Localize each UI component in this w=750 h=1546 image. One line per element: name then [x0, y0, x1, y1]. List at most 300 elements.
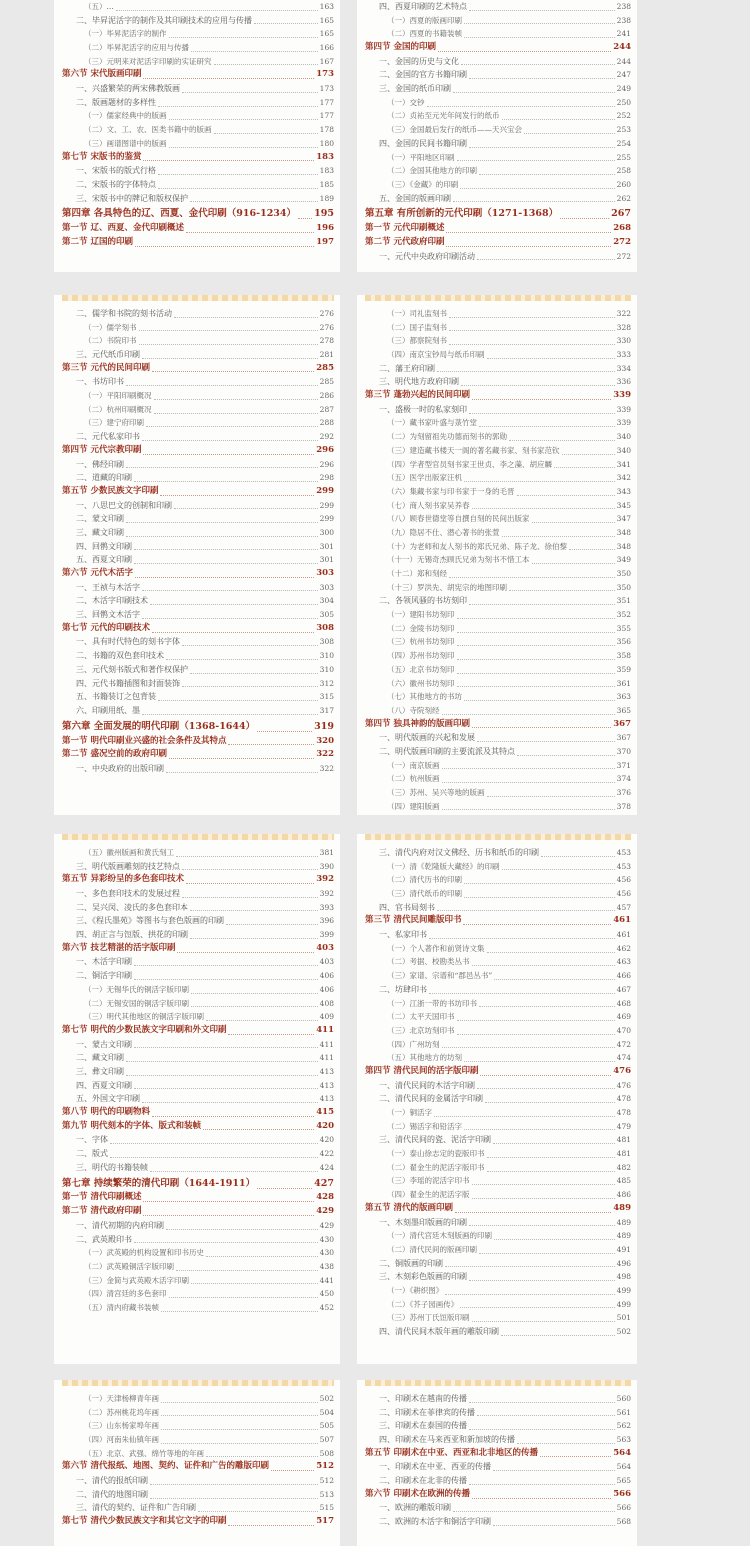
toc-entry-row [62, 1038, 334, 1052]
dot-leader [453, 92, 615, 93]
toc-entry-row [62, 581, 334, 595]
toc-entry-row [62, 1233, 334, 1247]
toc-entry-row [62, 1392, 334, 1406]
toc-page-number: 430 [319, 1234, 334, 1244]
toc-title: 三、宋版书中的牌记和版权保护 [76, 193, 188, 203]
dot-leader [461, 385, 615, 386]
toc-entry-row [365, 1474, 631, 1488]
dot-leader [182, 686, 318, 687]
toc-page-number: 196 [316, 223, 334, 234]
toc-page-number: 299 [316, 485, 334, 496]
toc-title: （二）金陵书坊刻印 [387, 623, 455, 633]
toc-page-number: 456 [616, 875, 631, 885]
dot-leader [429, 938, 615, 939]
toc-title: 三、清代内府对汉文佛经、历书和纸币的印刷 [379, 847, 539, 857]
toc-title: 第二节 盛况空前的政府印刷 [62, 749, 167, 760]
dot-leader [191, 1283, 318, 1284]
toc-page-number: 390 [319, 861, 334, 871]
dot-leader [469, 1484, 615, 1485]
toc-title: （二）太平天国印书 [387, 1012, 455, 1022]
toc-page-number: 489 [613, 1202, 631, 1213]
toc-page-number: 178 [319, 125, 334, 135]
toc-title: （一）平阳印刷概况 [84, 391, 152, 401]
toc-title: 三、明代地方政府印刷 [379, 377, 459, 387]
toc-page-number: 450 [319, 1289, 334, 1299]
toc-title: （三）都察院刻书 [387, 336, 447, 346]
toc-title: 三、元代纸币印刷 [76, 350, 140, 360]
toc-chapter-row [62, 1175, 334, 1192]
toc-section-row [62, 1192, 334, 1206]
toc-page-number: 177 [319, 97, 334, 107]
dot-leader [190, 938, 318, 939]
toc-page-number: 244 [616, 56, 631, 66]
toc-entry-row [365, 663, 631, 677]
toc-entry-row [62, 55, 334, 69]
toc-page-number: 340 [616, 432, 631, 442]
toc-entry-row [62, 928, 334, 942]
toc-entry-row [62, 636, 334, 650]
dot-leader [446, 232, 611, 233]
dot-leader [438, 51, 611, 52]
dot-leader [560, 218, 609, 219]
toc-entry-row [62, 1406, 334, 1420]
dot-leader [442, 782, 615, 783]
dot-leader [479, 1006, 615, 1007]
toc-page-number: 308 [319, 637, 334, 647]
dot-leader [460, 1307, 614, 1308]
toc-page-number: 165 [319, 29, 334, 39]
toc-title: （三）杭州书坊刻印 [387, 637, 455, 647]
toc-page-number: 183 [316, 151, 334, 162]
toc-section-row [62, 1024, 334, 1038]
toc-page-number: 562 [616, 1421, 631, 1431]
toc-page-number: 474 [616, 1053, 631, 1063]
toc-page-number: 512 [319, 1476, 334, 1486]
toc-page-number: 286 [319, 391, 334, 401]
toc-page-number: 254 [616, 138, 631, 148]
dot-leader [143, 1201, 314, 1202]
toc-entry-row [62, 417, 334, 431]
dot-leader [176, 856, 318, 857]
toc-entry-row [365, 772, 631, 786]
toc-section-row [62, 1205, 334, 1219]
toc-page-number: 564 [613, 1447, 631, 1458]
toc-title: （二）杭州版画 [387, 774, 440, 784]
toc-title: 二、元代私家印书 [76, 432, 140, 442]
toc-title: （十二）郑和刻经 [387, 569, 447, 579]
toc-page-number: 378 [616, 801, 631, 811]
toc-page-number: 276 [319, 308, 334, 318]
toc-title: （一）儒家经典中的版画 [84, 111, 167, 121]
toc-page-number: 244 [613, 42, 631, 53]
toc-title: （四）河南朱仙镇年画 [84, 1435, 159, 1445]
dot-leader [186, 883, 314, 884]
dot-leader [158, 188, 318, 189]
toc-page-number: 287 [319, 404, 334, 414]
toc-page-number: 496 [616, 1258, 631, 1268]
toc-page-number: 491 [616, 1244, 631, 1254]
toc-page-number: 253 [616, 125, 631, 135]
toc-page-number: 272 [613, 236, 631, 247]
toc-page-number: 374 [616, 774, 631, 784]
dot-leader [469, 10, 615, 11]
dot-leader [540, 1456, 611, 1457]
toc-title: 二、藩王府印刷 [379, 363, 435, 373]
toc-entry-row [62, 1474, 334, 1488]
toc-page-number: 173 [319, 84, 334, 94]
toc-section-row [365, 1488, 631, 1502]
toc-title: （二）杭州印刷概况 [84, 404, 152, 414]
dot-leader [487, 1157, 615, 1158]
dot-leader [449, 317, 615, 318]
toc-entry-row [62, 321, 334, 335]
toc-title: （二）武英殿铜活字版印刷 [84, 1261, 174, 1271]
toc-title: 四、元代书籍插图和封面装饰 [76, 678, 180, 688]
toc-page-number: 415 [316, 1107, 334, 1118]
dot-leader [472, 965, 615, 966]
toc-page-number: 250 [616, 97, 631, 107]
dot-leader [135, 246, 314, 247]
dot-leader [469, 1280, 615, 1281]
toc-entry-row [365, 636, 631, 650]
toc-entry-row [365, 1092, 631, 1106]
toc-title: 二、武英殿印书 [76, 1234, 132, 1244]
toc-section-row [365, 1202, 631, 1216]
toc-page-number: 258 [616, 166, 631, 176]
toc-entry-row [62, 1287, 334, 1301]
dot-leader [472, 1198, 615, 1199]
toc-title: （三）金国最后发行的纸币——天兴宝会 [387, 125, 522, 135]
toc-page-number: 408 [319, 998, 334, 1008]
toc-entry-row [62, 389, 334, 403]
toc-entry-row [62, 82, 334, 96]
toc-section-row [62, 567, 334, 581]
toc-page-number: 189 [319, 193, 334, 203]
toc-section-row [365, 914, 631, 928]
toc-title: （二）苏州桃花坞年画 [84, 1407, 159, 1417]
toc-page-number: 272 [616, 251, 631, 261]
toc-title: （三）明代其他地区的铜活字版印刷 [84, 1012, 204, 1022]
toc-entry-row [62, 1010, 334, 1024]
toc-entry-row [365, 1024, 631, 1038]
dot-leader [502, 536, 615, 537]
toc-title: （二）国子监刻书 [387, 322, 447, 332]
dot-leader [554, 467, 615, 468]
toc-page-number: 276 [319, 322, 334, 332]
dot-leader [110, 1143, 318, 1144]
dot-leader [480, 1075, 611, 1076]
toc-title: （四）建阳版画 [387, 801, 440, 811]
toc-title: 一、金国的历史与文化 [379, 56, 459, 66]
toc-entry-row [62, 1274, 334, 1288]
dot-leader [142, 618, 318, 619]
dot-leader [198, 1511, 318, 1512]
toc-entry-row [62, 14, 334, 28]
toc-page-number: 461 [616, 930, 631, 940]
toc-entry-row [62, 860, 334, 874]
dot-leader [190, 910, 318, 911]
toc-section-row [365, 41, 631, 55]
toc-page-number: 485 [616, 1176, 631, 1186]
dot-leader [298, 218, 312, 219]
dot-leader [487, 1171, 615, 1172]
dot-leader [446, 246, 611, 247]
toc-page-number: 392 [316, 874, 334, 885]
toc-title: 三、明代的书籍装帧 [76, 1162, 148, 1172]
toc-page-number: 515 [319, 1503, 334, 1513]
toc-section-row [62, 151, 334, 165]
dot-leader [457, 632, 615, 633]
toc-title: 第六节 技艺精湛的活字版印刷 [62, 942, 176, 953]
toc-entry-row [365, 969, 631, 983]
dot-leader [477, 1088, 615, 1089]
toc-page-number: 466 [616, 971, 631, 981]
toc-entry-row [62, 348, 334, 362]
toc-page-number: 393 [319, 902, 334, 912]
toc-page-number: 365 [616, 705, 631, 715]
toc-page-number: 508 [319, 1448, 334, 1458]
toc-page-number: 310 [319, 651, 334, 661]
dot-leader [460, 188, 614, 189]
toc-entry-row [365, 759, 631, 773]
toc-title: 四、官书局刻书 [379, 902, 435, 912]
toc-entry-row [62, 164, 334, 178]
toc-page-number: 499 [616, 1299, 631, 1309]
toc-page-number: 438 [319, 1261, 334, 1271]
toc-title: 一、字体 [76, 1135, 108, 1145]
toc-entry-row [365, 151, 631, 165]
toc-title: 第七节 元代的印刷技术 [62, 622, 150, 633]
toc-entry-row [365, 82, 631, 96]
toc-title: 二、金国的官方书籍印刷 [379, 70, 467, 80]
toc-entry-row [365, 928, 631, 942]
dot-leader [569, 549, 615, 550]
toc-panel-7 [54, 1380, 340, 1546]
toc-page-number: 429 [316, 1206, 334, 1217]
toc-entry-row [365, 110, 631, 124]
toc-entry-row [365, 983, 631, 997]
toc-title: （七）商人刻书家吴养春 [387, 500, 470, 510]
toc-page-number: 267 [611, 208, 631, 220]
toc-title: （五）... [84, 1, 114, 11]
dot-leader [464, 1061, 615, 1062]
toc-entry-row [365, 873, 631, 887]
dot-leader [134, 549, 318, 550]
toc-entry-row [365, 27, 631, 41]
toc-page-number: 322 [616, 308, 631, 318]
toc-title: 二、毕昇泥活字的制作及其印刷技术的应用与传播 [76, 15, 252, 25]
toc-title: （十三）罗洪先、胡宪宗的地图印刷 [387, 582, 507, 592]
toc-title: 第七节 清代少数民族文字和其它文字的印刷 [62, 1516, 227, 1527]
dot-leader [152, 1116, 314, 1117]
dot-leader [174, 317, 318, 318]
dot-leader [134, 1242, 318, 1243]
toc-entry-row [365, 540, 631, 554]
toc-page-number: 296 [316, 444, 334, 455]
toc-entry-row [62, 27, 334, 41]
toc-entry-row [62, 41, 334, 55]
dot-leader [110, 1157, 318, 1158]
dot-leader [191, 1006, 318, 1007]
toc-entry-row [365, 608, 631, 622]
toc-entry-row [365, 485, 631, 499]
toc-entry-row [365, 430, 631, 444]
toc-entry-row [62, 471, 334, 485]
toc-title: （一）建阳书坊刻印 [387, 610, 455, 620]
toc-title: （一）个人著作和前贤诗文集 [387, 943, 485, 953]
dot-leader [150, 1171, 318, 1172]
toc-entry-row [62, 307, 334, 321]
dot-leader [469, 1402, 615, 1403]
dot-leader [494, 979, 615, 980]
dot-leader [457, 686, 615, 687]
toc-page-number: 299 [319, 500, 334, 510]
toc-page-number: 285 [319, 377, 334, 387]
toc-section-row [365, 1065, 631, 1079]
toc-title: 第六节 宋代版画印刷 [62, 69, 142, 80]
toc-entry-row [365, 1147, 631, 1161]
toc-title: 三、元代刻书版式和著作权保护 [76, 664, 188, 674]
toc-title: 二、藏文印刷 [76, 1053, 124, 1063]
toc-page-number: 504 [319, 1407, 334, 1417]
toc-page-number: 305 [319, 610, 334, 620]
dot-leader [469, 147, 615, 148]
dot-leader [154, 413, 318, 414]
dot-leader [453, 1511, 615, 1512]
toc-section-row [62, 873, 334, 887]
toc-title: 一、元代中央政府印刷活动 [379, 251, 475, 261]
dot-leader [562, 454, 615, 455]
toc-title: 二、吴兴闵、凌氏的多色套印本 [76, 902, 188, 912]
toc-page-number: 361 [616, 678, 631, 688]
dot-leader [126, 536, 318, 537]
dot-leader [477, 259, 615, 260]
dot-leader [134, 965, 318, 966]
toc-page-number: 348 [616, 541, 631, 551]
toc-entry-row [365, 1392, 631, 1406]
dot-leader [134, 979, 318, 980]
toc-entry-row [365, 786, 631, 800]
toc-title: 一、私家印书 [379, 930, 427, 940]
dot-leader [541, 856, 615, 857]
dot-leader [182, 645, 318, 646]
dot-leader [166, 659, 318, 660]
toc-title: （四）清宫廷的多色套印 [84, 1289, 167, 1299]
toc-entry-row [365, 800, 631, 814]
dot-leader [442, 714, 615, 715]
toc-page-number: 411 [316, 1024, 334, 1035]
toc-entry-row [62, 608, 334, 622]
toc-section-row [62, 222, 334, 236]
toc-entry-row [62, 540, 334, 554]
toc-chapter-row [62, 205, 334, 222]
toc-entry-row [62, 997, 334, 1011]
toc-title: 一、宋版书的版式行格 [76, 166, 156, 176]
toc-page-number: 513 [319, 1489, 334, 1499]
toc-entry-row [365, 956, 631, 970]
toc-entry-row [365, 1243, 631, 1257]
toc-page-number: 413 [319, 1094, 334, 1104]
toc-entry-row [365, 1051, 631, 1065]
toc-page-number: 441 [319, 1275, 334, 1285]
toc-title: （三）山东杨家埠年画 [84, 1421, 159, 1431]
toc-entry-row [62, 690, 334, 704]
toc-title: 第六章 全面发展的明代印刷（1368-1644） [62, 720, 256, 732]
toc-title: 第一节 明代印刷业兴盛的社会条件及其特点 [62, 735, 227, 746]
toc-page-number: 565 [616, 1476, 631, 1486]
toc-page-number: 165 [319, 15, 334, 25]
toc-entry-row [62, 901, 334, 915]
toc-title: （二）西夏的书籍装帧 [387, 29, 462, 39]
toc-title: 第五章 有所创新的元代印刷（1271-1368） [365, 208, 559, 220]
dot-leader [463, 924, 611, 925]
toc-page-number: 367 [613, 718, 631, 729]
toc-title: 三、彝文印刷 [76, 1066, 124, 1076]
toc-page-number: 427 [314, 1177, 334, 1189]
dot-leader [434, 1116, 615, 1117]
dot-leader [146, 426, 318, 427]
toc-title: （三）建造藏书楼天一阁的著名藏书家、刻书家范钦 [387, 445, 560, 455]
dot-leader [166, 772, 318, 773]
toc-page-number: 501 [616, 1313, 631, 1323]
toc-page-number: 255 [616, 152, 631, 162]
toc-page-number: 301 [319, 541, 334, 551]
toc-section-row [62, 362, 334, 376]
dot-leader [169, 119, 318, 120]
toc-title: 三、回鹘文木活字 [76, 610, 140, 620]
toc-title: （二）金国其他地方的印刷 [387, 166, 477, 176]
toc-entry-row [365, 1298, 631, 1312]
dot-leader [142, 440, 318, 441]
toc-entry-row [62, 123, 334, 137]
toc-entry-row [365, 526, 631, 540]
toc-title: 第三节 清代民间雕版印书 [365, 915, 462, 926]
dot-leader [457, 1034, 615, 1035]
toc-entry-row [365, 1502, 631, 1516]
toc-entry-row [365, 458, 631, 472]
toc-entry-row [365, 444, 631, 458]
toc-title: 一、清代民间的木活字印刷 [379, 1080, 475, 1090]
toc-section-row [62, 1460, 334, 1474]
toc-title: （一）江浙一带的书坊印书 [387, 998, 477, 1008]
toc-title: （一）南京版画 [387, 760, 440, 770]
dot-leader [442, 1047, 615, 1048]
toc-page-number: 303 [316, 568, 334, 579]
toc-entry-row [365, 68, 631, 82]
toc-title: （三）苏州丁氏饾版印刷 [387, 1313, 470, 1323]
toc-title: （五）其他地方的坊刻 [387, 1053, 462, 1063]
dot-leader [161, 1402, 318, 1403]
toc-page-number: 363 [616, 692, 631, 702]
toc-entry-row [62, 956, 334, 970]
toc-page-number: 481 [616, 1149, 631, 1159]
toc-page-number: 348 [616, 527, 631, 537]
toc-page-number: 197 [316, 236, 334, 247]
toc-title: 第四节 独具神韵的版画印刷 [365, 718, 470, 729]
toc-section-row [62, 236, 334, 250]
toc-title: （一）平阳地区印刷 [387, 152, 455, 162]
toc-page-number: 476 [616, 1080, 631, 1090]
toc-entry-row [62, 887, 334, 901]
toc-title: 一、木刻墨印版画的印刷 [379, 1217, 467, 1227]
toc-entry-row [365, 375, 631, 389]
toc-page-number: 420 [319, 1135, 334, 1145]
toc-title: （二）贞祐至元光年间发行的纸币 [387, 111, 500, 121]
toc-page-number: 517 [316, 1516, 334, 1527]
toc-page-number: 238 [616, 1, 631, 11]
toc-title: （三）清代纸币的印刷 [387, 889, 462, 899]
dot-leader [169, 37, 318, 38]
